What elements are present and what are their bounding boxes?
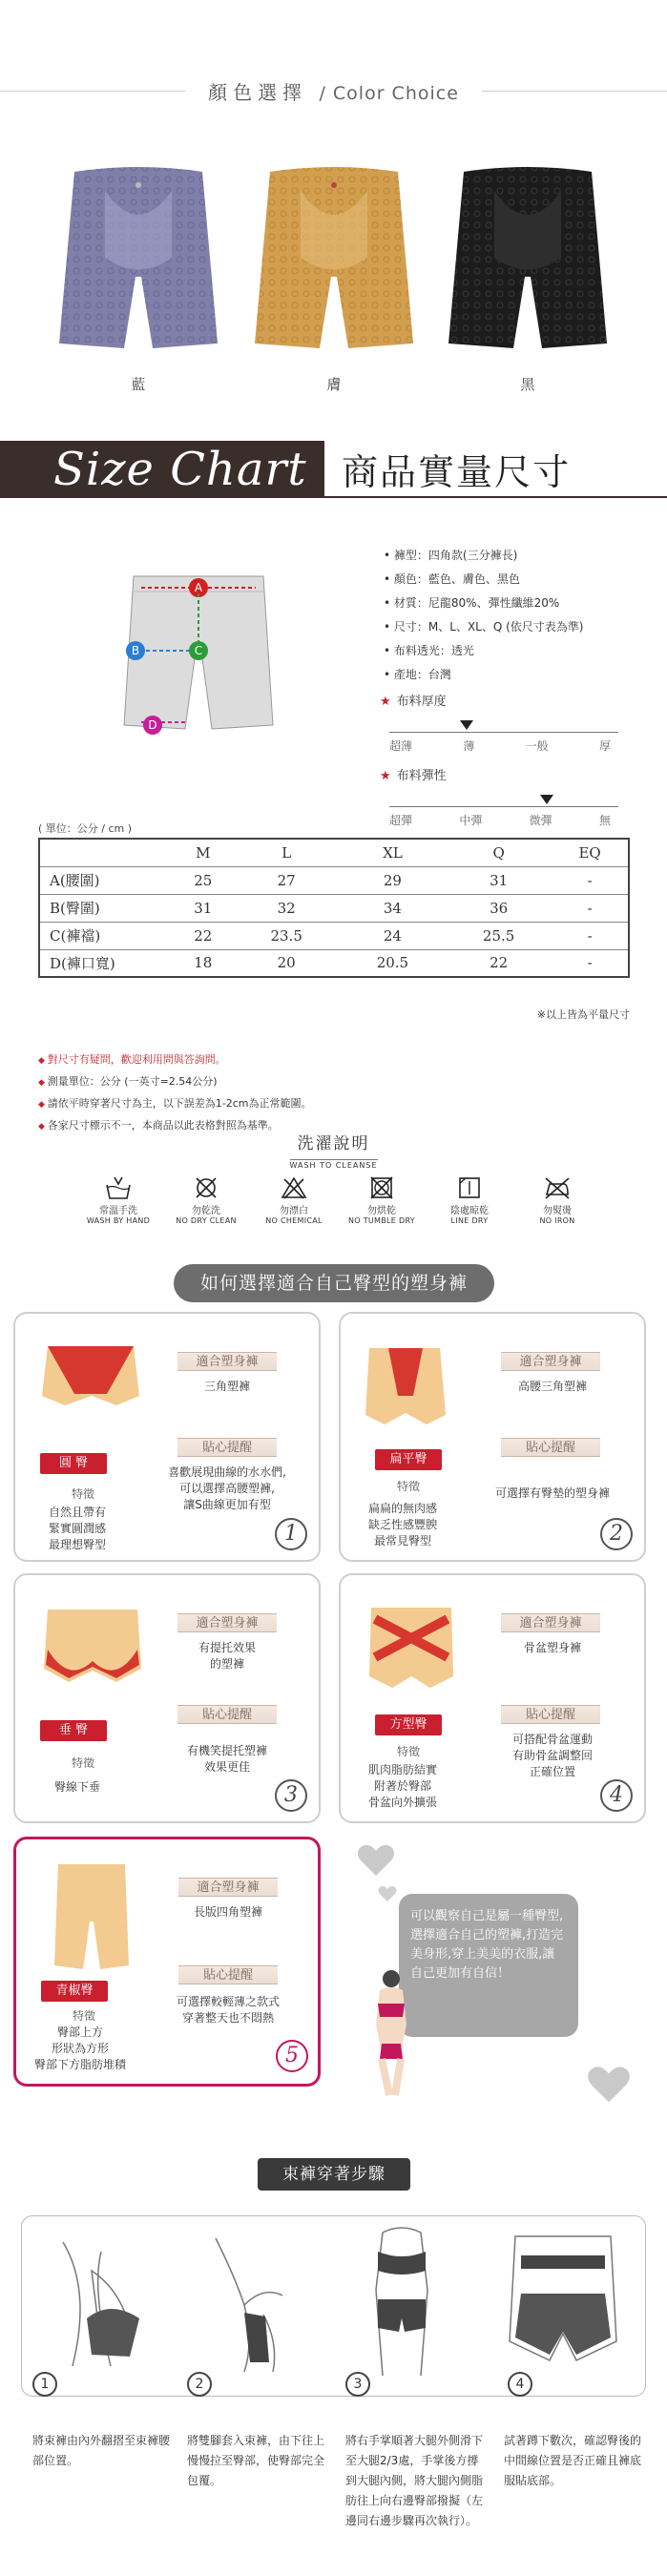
heart-icon bbox=[377, 1884, 398, 1903]
step-number: 2 bbox=[187, 2372, 212, 2397]
wash-item bbox=[344, 1175, 420, 1225]
tip-label: 貼心提醒 bbox=[501, 1438, 600, 1457]
guide-title: 如何選擇適合自己臀型的塑身褲 bbox=[174, 1264, 494, 1302]
table-header: XL bbox=[340, 839, 446, 866]
table-cell: 32 bbox=[234, 894, 340, 922]
swatch-label-blue: 藍 bbox=[131, 376, 146, 393]
thickness-title-text: 布料厚度 bbox=[396, 695, 447, 709]
step-4-illustration bbox=[496, 2227, 630, 2379]
suit-text: 骨盆塑身褲 bbox=[523, 1641, 581, 1654]
square-hip-illustration bbox=[365, 1600, 457, 1695]
elasticity-title bbox=[380, 765, 618, 783]
table-cell: 22 bbox=[446, 949, 552, 977]
divider bbox=[482, 91, 667, 92]
table-header-row bbox=[39, 839, 629, 866]
row-header: A(腰圍) bbox=[39, 866, 173, 894]
step-1-illustration bbox=[34, 2233, 158, 2376]
card-number: 2 bbox=[600, 1518, 633, 1550]
swatch-black-shorts[interactable] bbox=[437, 162, 618, 363]
size-chart-banner bbox=[0, 441, 667, 498]
wash-item bbox=[168, 1175, 244, 1225]
scale-line bbox=[389, 806, 618, 807]
scale-label: 薄 bbox=[463, 739, 475, 753]
feature-label: 特徵 bbox=[71, 1756, 94, 1770]
note-item: ◆ 對尺寸有疑問，歡迎利用問與答詢問。 bbox=[38, 1049, 312, 1071]
hip-type-tag: 青椒臀 bbox=[41, 1981, 108, 2002]
hip-type-tag: 垂 臀 bbox=[40, 1720, 107, 1741]
tip-label: 貼心提醒 bbox=[501, 1705, 600, 1724]
thickness-title bbox=[380, 691, 618, 709]
card-number: 5 bbox=[276, 2040, 308, 2072]
tip-text: 喜歡展現曲線的水水們, 可以選擇高腰塑褲, 讓S曲線更加有型 bbox=[168, 1465, 286, 1511]
table-cell: 24 bbox=[340, 922, 446, 949]
step-number: 1 bbox=[32, 2372, 57, 2397]
hip-card-1[interactable] bbox=[13, 1312, 321, 1562]
line-dry-icon bbox=[457, 1175, 482, 1200]
table-cell: 34 bbox=[340, 894, 446, 922]
table-cell: - bbox=[552, 894, 629, 922]
table-header: Q bbox=[446, 839, 552, 866]
table-cell: - bbox=[552, 949, 629, 977]
suit-text: 三角塑褲 bbox=[203, 1380, 250, 1393]
table-cell: 27 bbox=[234, 866, 340, 894]
table-cell: 25 bbox=[173, 866, 234, 894]
tip-text: 有機笑提托塑褲 效果更佳 bbox=[186, 1744, 267, 1774]
no-tumble-dry-icon bbox=[369, 1175, 394, 1200]
table-row bbox=[39, 949, 629, 977]
step-number: 3 bbox=[345, 2372, 370, 2397]
suit-label: 適合塑身褲 bbox=[501, 1352, 600, 1371]
wash-label-en: NO CHEMICAL bbox=[265, 1216, 323, 1225]
step-2-illustration bbox=[187, 2229, 311, 2381]
no-bleach-icon bbox=[281, 1175, 307, 1200]
wash-label-zh: 勿烘乾 bbox=[367, 1206, 396, 1216]
tip-label: 貼心提醒 bbox=[177, 1438, 277, 1457]
suit-text: 高腰三角塑褲 bbox=[517, 1380, 587, 1393]
row-header: D(褲口寬) bbox=[39, 949, 173, 977]
feature-label: 特徵 bbox=[396, 1480, 420, 1493]
swatch-blue-shorts[interactable] bbox=[48, 162, 229, 363]
tip-bubble: 可以觀察自己是屬一種臀型,選擇適合自己的塑褲,打造完美身形,穿上美美的衣服,讓自己更加有自信！ bbox=[399, 1894, 578, 2037]
marker-d-label: D bbox=[148, 718, 157, 732]
table-cell: 20 bbox=[234, 949, 340, 977]
wash-label-en: NO TUMBLE DRY bbox=[347, 1216, 415, 1225]
wash-label-zh: 陰處晾乾 bbox=[450, 1206, 489, 1216]
tip-text: 可選擇較輕薄之款式 穿著整天也不悶熱 bbox=[176, 1995, 280, 2025]
wash-label-zh: 常溫手洗 bbox=[99, 1206, 137, 1216]
marker-c-label: C bbox=[194, 644, 203, 657]
elasticity-scale bbox=[380, 765, 618, 828]
wash-label-en: NO DRY CLEAN bbox=[176, 1216, 237, 1225]
hip-card-5[interactable] bbox=[13, 1837, 321, 2087]
table-cell: 36 bbox=[446, 894, 552, 922]
wash-item bbox=[519, 1175, 595, 1225]
wash-label-en: WASH BY HAND bbox=[86, 1216, 151, 1225]
suit-label: 適合塑身褲 bbox=[177, 1613, 277, 1632]
scale-label: 超彈 bbox=[389, 814, 413, 827]
tip-label: 貼心提醒 bbox=[178, 1965, 278, 1984]
table-cell: - bbox=[552, 866, 629, 894]
swatch-label-nude: 膚 bbox=[326, 376, 342, 393]
marker-b-label: B bbox=[131, 644, 140, 657]
note-item: ◆ 請依平時穿著尺寸為主，以下誤差為1-2cm為正常範圍。 bbox=[38, 1093, 312, 1115]
wash-label-zh: 勿漂白 bbox=[280, 1206, 308, 1216]
feature-label: 特徵 bbox=[71, 1487, 94, 1501]
sagging-hip-illustration bbox=[40, 1602, 145, 1688]
tip-text: 可搭配骨盆運動 有助骨盆調整回 正確位置 bbox=[511, 1733, 593, 1778]
color-choice-title-zh: 顏色選擇 bbox=[208, 80, 308, 104]
feature-text: 肌肉脂肪結實 附著於臀部 骨盆向外擴張 bbox=[367, 1763, 437, 1809]
star-icon: ★ bbox=[380, 769, 391, 783]
color-choice-title bbox=[185, 77, 482, 105]
wash-label-en: LINE DRY bbox=[450, 1216, 489, 1225]
round-hip-illustration bbox=[40, 1339, 141, 1415]
scale-label: 中彈 bbox=[459, 814, 483, 827]
table-header: EQ bbox=[552, 839, 629, 866]
color-choice-header bbox=[0, 67, 667, 114]
scale-line bbox=[389, 732, 618, 733]
note-item: ◆ 各家尺寸標示不一，本商品以此表格對照為基準。 bbox=[38, 1115, 312, 1137]
spec-item: • 產地：台灣 bbox=[384, 663, 641, 687]
size-chart-title-zh: 商品實量尺寸 bbox=[324, 441, 667, 498]
step-text: 將雙腳套入束褲，由下往上慢慢拉至臀部，使臀部完全包覆。 bbox=[187, 2434, 325, 2487]
card-number: 1 bbox=[275, 1518, 307, 1550]
table-cell: 25.5 bbox=[446, 922, 552, 949]
elasticity-marker bbox=[540, 795, 553, 804]
heart-icon bbox=[355, 1841, 397, 1880]
table-cell: 20.5 bbox=[340, 949, 446, 977]
hip-type-tag: 扁平臀 bbox=[375, 1449, 442, 1470]
swatch-label-black: 黑 bbox=[520, 376, 535, 393]
no-dry-clean-icon bbox=[194, 1175, 219, 1200]
feature-label: 特徵 bbox=[396, 1745, 420, 1758]
table-header: M bbox=[173, 839, 234, 866]
woman-figure-illustration bbox=[363, 1965, 420, 2099]
hip-type-tag: 圓 臀 bbox=[40, 1453, 107, 1474]
wash-item bbox=[256, 1175, 332, 1225]
feature-text: 臀部上方 形狀為方形 臀部下方脂肪堆積 bbox=[33, 2025, 126, 2071]
table-cell: 31 bbox=[446, 866, 552, 894]
wash-title-en: WASH TO CLEANSE bbox=[289, 1161, 378, 1170]
table-row bbox=[39, 866, 629, 894]
suit-text: 有提托效果 的塑褲 bbox=[198, 1641, 256, 1671]
notes-list bbox=[38, 1049, 312, 1137]
step-number: 4 bbox=[508, 2372, 532, 2397]
note-item: ◆ 測量單位：公分 (一英寸=2.54公分) bbox=[38, 1071, 312, 1093]
hand-wash-icon bbox=[104, 1175, 133, 1200]
wash-icons bbox=[80, 1175, 595, 1225]
wash-item bbox=[80, 1175, 156, 1225]
spec-item: • 顏色：藍色、膚色、黑色 bbox=[384, 568, 641, 592]
size-table bbox=[38, 838, 630, 978]
no-iron-icon bbox=[543, 1175, 572, 1200]
feature-label: 特徵 bbox=[72, 2009, 95, 2023]
scale-label: 無 bbox=[598, 814, 611, 827]
scale-label: 一般 bbox=[525, 739, 549, 753]
measurement-diagram bbox=[113, 565, 284, 770]
suit-label: 適合塑身褲 bbox=[501, 1613, 600, 1632]
table-cell: 23.5 bbox=[234, 922, 340, 949]
step-3-illustration bbox=[349, 2223, 454, 2385]
scale-label: 超薄 bbox=[389, 739, 413, 753]
table-cell: 22 bbox=[173, 922, 234, 949]
spec-list bbox=[384, 544, 641, 687]
wash-label-zh: 勿乾洗 bbox=[192, 1206, 220, 1216]
color-choice-title-en: / Color Choice bbox=[319, 82, 459, 104]
row-header: C(褲襠) bbox=[39, 922, 173, 949]
star-icon: ★ bbox=[380, 695, 391, 709]
wash-title-zh: 洗濯說明 bbox=[297, 1134, 370, 1153]
unit-label: ( 單位：公分 / cm ) bbox=[38, 822, 133, 835]
scale-label: 厚 bbox=[598, 739, 611, 753]
suit-label: 適合塑身褲 bbox=[178, 1878, 278, 1897]
hip-card-2[interactable] bbox=[339, 1312, 646, 1562]
wash-label-zh: 勿熨燙 bbox=[543, 1206, 572, 1216]
spec-item: • 褲型：四角款(三分褲長) bbox=[384, 544, 641, 568]
scale-label: 微彈 bbox=[529, 814, 552, 827]
table-row bbox=[39, 894, 629, 922]
spec-item: • 材質：尼龍80%、彈性纖維20% bbox=[384, 592, 641, 615]
marker-a-label: A bbox=[194, 581, 203, 594]
hip-type-tag: 方型臀 bbox=[375, 1714, 442, 1735]
step-text: 將右手掌順著大腿外側滑下至大腿2/3處，手掌後方撐到大腿內側，將大腿內側脂肪往上向右邊臀部撥擬（左邊同右邊步驟再次執行）。 bbox=[345, 2434, 484, 2527]
table-cell: 18 bbox=[173, 949, 234, 977]
spec-item: • 布料透光：透光 bbox=[384, 639, 641, 663]
wear-title: 束褲穿著步驟 bbox=[258, 2158, 410, 2191]
table-row bbox=[39, 922, 629, 949]
elasticity-title-text: 布料彈性 bbox=[396, 769, 447, 783]
suit-label: 適合塑身褲 bbox=[177, 1352, 277, 1371]
wash-label-en: NO IRON bbox=[539, 1216, 575, 1225]
table-cell: - bbox=[552, 922, 629, 949]
size-chart-title-en: Size Chart bbox=[0, 441, 324, 498]
tip-text: 可選擇有臀墊的塑身褲 bbox=[494, 1486, 610, 1500]
step-text: 將束褲由內外翻摺至束褲腰部位置。 bbox=[32, 2434, 171, 2467]
row-header: B(臀圍) bbox=[39, 894, 173, 922]
pepper-hip-illustration bbox=[51, 1859, 133, 1973]
wash-item bbox=[431, 1175, 508, 1225]
hip-card-4[interactable] bbox=[339, 1573, 646, 1823]
tip-label: 貼心提醒 bbox=[177, 1705, 277, 1724]
table-footnote: ※以上皆為平量尺寸 bbox=[536, 1008, 630, 1021]
feature-text: 扁扁的無肉感 缺乏性感豐腴 最常見臀型 bbox=[367, 1502, 437, 1548]
table-cell: 29 bbox=[340, 866, 446, 894]
swatch-nude-shorts[interactable] bbox=[243, 162, 425, 363]
wash-title bbox=[0, 1130, 667, 1172]
card-number: 4 bbox=[600, 1779, 633, 1812]
spec-item: • 尺寸：M、L、XL、Q (依尺寸表為準) bbox=[384, 615, 641, 639]
suit-text: 長版四角塑褲 bbox=[193, 1905, 262, 1919]
table-header bbox=[39, 839, 173, 866]
card-number: 3 bbox=[275, 1779, 307, 1812]
hip-card-3[interactable] bbox=[13, 1573, 321, 1823]
table-header: L bbox=[234, 839, 340, 866]
thickness-scale bbox=[380, 691, 618, 754]
feature-text: 自然且帶有 緊實圓潤感 最理想臀型 bbox=[48, 1506, 106, 1551]
heart-icon bbox=[584, 2063, 634, 2107]
divider bbox=[0, 91, 185, 92]
flat-hip-illustration bbox=[360, 1339, 451, 1434]
thickness-marker bbox=[460, 720, 473, 730]
table-cell: 31 bbox=[173, 894, 234, 922]
feature-text: 臀線下垂 bbox=[53, 1780, 100, 1794]
step-text: 試著蹲下數次，確認臀後的中間線位置是否正確且褲底服貼底部。 bbox=[504, 2434, 642, 2487]
